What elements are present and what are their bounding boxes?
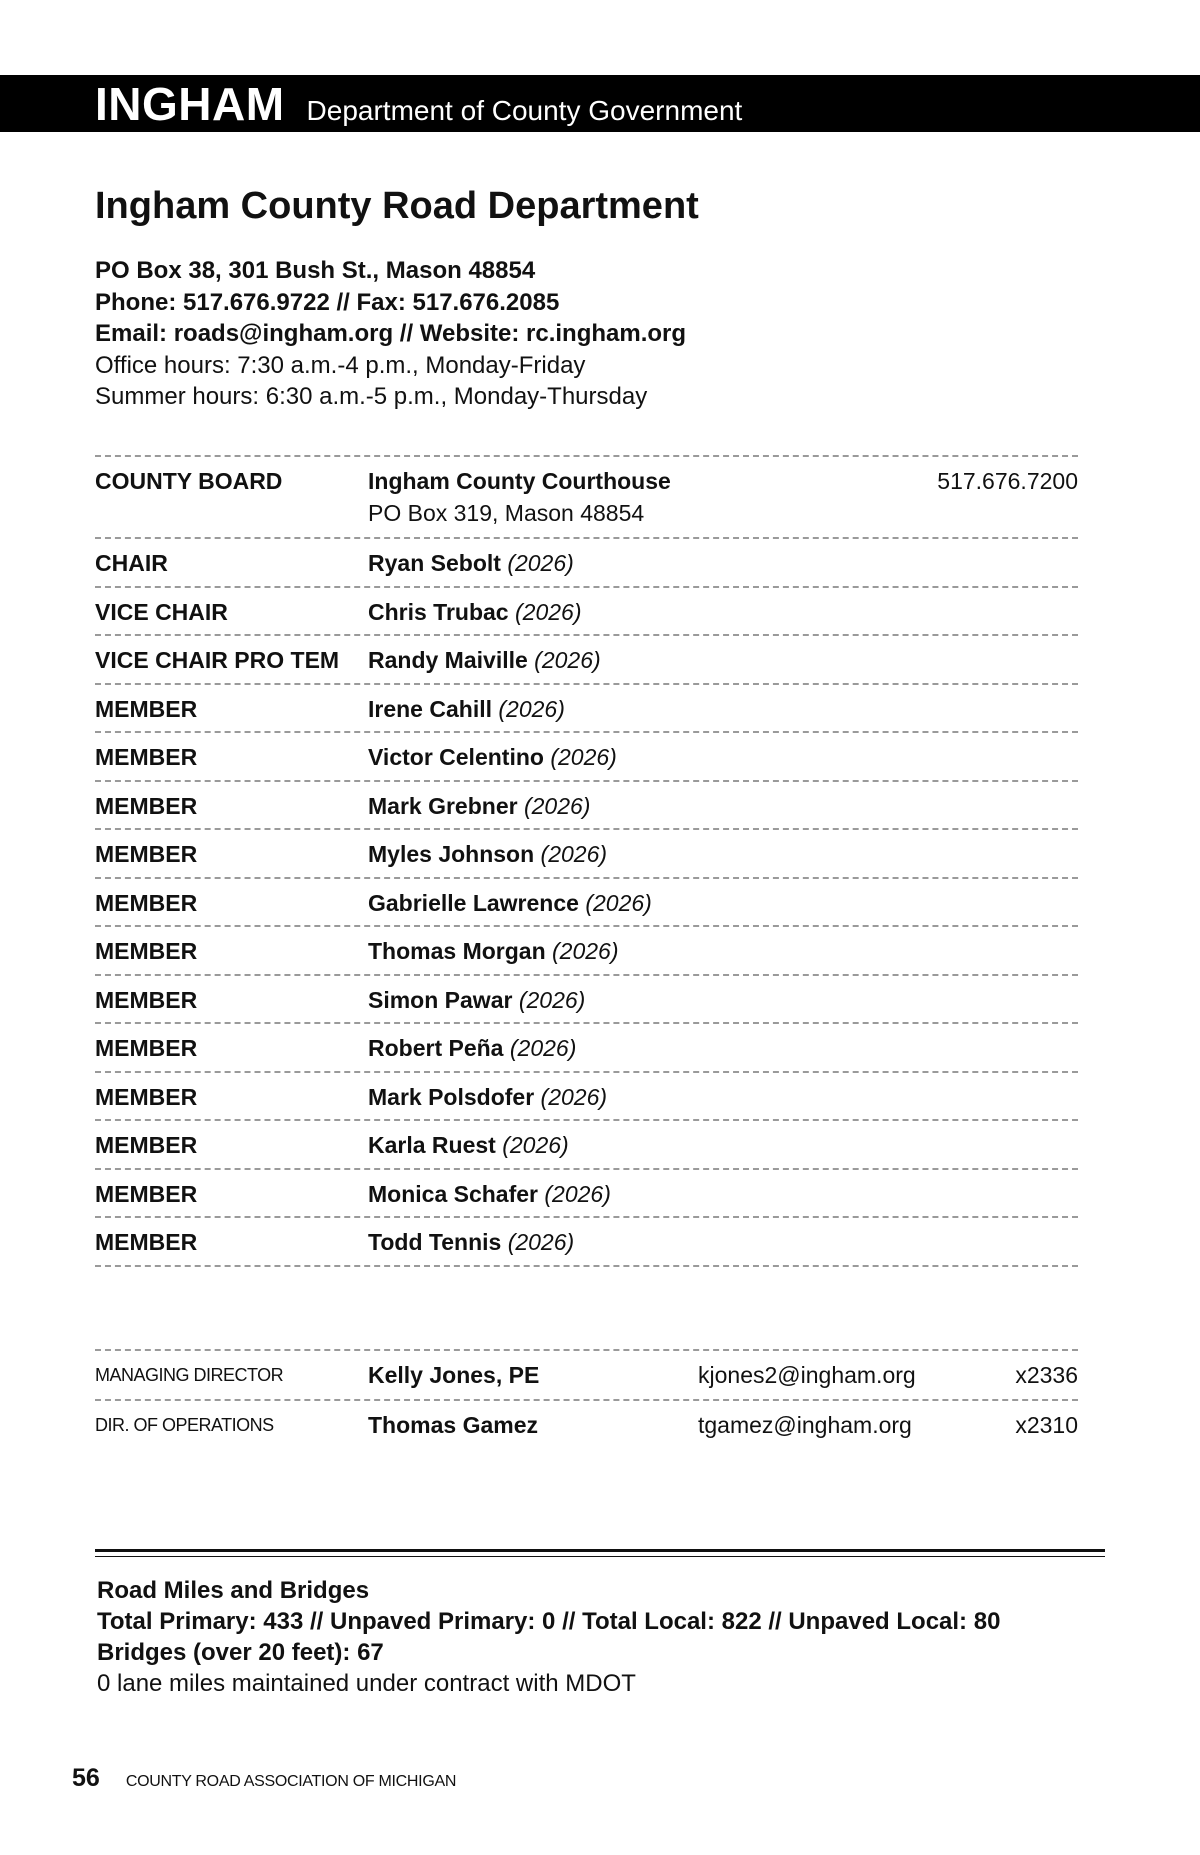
member-role: MEMBER bbox=[95, 841, 198, 867]
section-divider-thick bbox=[95, 1549, 1105, 1552]
staff-extension: x2310 bbox=[1015, 1412, 1078, 1438]
member-role: MEMBER bbox=[95, 889, 198, 916]
member-name-cell bbox=[368, 599, 581, 626]
county-board-table bbox=[95, 455, 1078, 1267]
member-term: (2026) bbox=[552, 938, 619, 964]
member-role: CHAIR bbox=[95, 550, 168, 576]
member-role: MEMBER bbox=[95, 1132, 198, 1158]
member-name: Gabrielle Lawrence bbox=[368, 889, 579, 916]
member-term: (2026) bbox=[518, 986, 586, 1013]
member-term: (2026) bbox=[523, 792, 591, 819]
member-name-cell bbox=[368, 1132, 569, 1159]
staff-role: DIR. OF OPERATIONS bbox=[95, 1415, 274, 1435]
bridges-count: Bridges (over 20 feet): 67 bbox=[97, 1639, 384, 1666]
page-number: 56 bbox=[72, 1764, 100, 1792]
phone-fax: Phone: 517.676.9722 // Fax: 517.676.2085 bbox=[95, 288, 560, 316]
board-member-row bbox=[95, 1216, 1078, 1265]
courthouse-name: Ingham County Courthouse bbox=[368, 468, 671, 494]
office-hours: Office hours: 7:30 a.m.-4 p.m., Monday-Friday bbox=[95, 351, 586, 379]
address: PO Box 38, 301 Bush St., Mason 48854 bbox=[95, 257, 536, 284]
member-term: (2026) bbox=[585, 889, 652, 916]
member-name-cell bbox=[368, 841, 607, 868]
member-term: (2026) bbox=[509, 1035, 577, 1061]
member-name-cell bbox=[368, 1084, 607, 1111]
member-role: MEMBER bbox=[95, 1083, 198, 1110]
member-role: MEMBER bbox=[95, 695, 198, 722]
member-term: (2026) bbox=[502, 1132, 569, 1158]
county-board-label: COUNTY BOARD bbox=[95, 468, 283, 494]
board-member-row bbox=[95, 1071, 1078, 1120]
contact-block bbox=[95, 255, 686, 413]
staff-extension: x2336 bbox=[1015, 1362, 1078, 1388]
staff-row bbox=[95, 1349, 1078, 1399]
county-name: INGHAM bbox=[95, 77, 285, 130]
board-member-row bbox=[95, 877, 1078, 926]
department-label: Department of County Government bbox=[306, 94, 743, 126]
member-name: Ryan Sebolt bbox=[368, 550, 501, 576]
staff-name: Thomas Gamez bbox=[368, 1412, 538, 1438]
member-name-cell bbox=[368, 647, 601, 674]
member-role: MEMBER bbox=[95, 744, 198, 770]
board-member-row bbox=[95, 1119, 1078, 1168]
member-role: VICE CHAIR PRO TEM bbox=[95, 647, 340, 673]
member-role: MEMBER bbox=[95, 792, 198, 819]
page-footer bbox=[72, 1764, 456, 1793]
board-member-row bbox=[95, 974, 1078, 1023]
member-name-cell bbox=[368, 938, 619, 965]
member-role: MEMBER bbox=[95, 938, 198, 964]
member-term: (2026) bbox=[507, 1229, 575, 1255]
member-term: (2026) bbox=[507, 550, 574, 576]
board-member-row bbox=[95, 1168, 1078, 1217]
member-name-cell bbox=[368, 1181, 611, 1208]
staff-name: Kelly Jones, PE bbox=[368, 1362, 540, 1388]
staff-email: tgamez@ingham.org bbox=[698, 1412, 912, 1438]
member-name: Chris Trubac bbox=[368, 598, 509, 625]
board-member-row bbox=[95, 1022, 1078, 1071]
member-name-cell bbox=[368, 696, 565, 723]
member-name: Simon Pawar bbox=[368, 986, 513, 1013]
member-name: Karla Ruest bbox=[368, 1132, 496, 1158]
member-term: (2026) bbox=[550, 744, 617, 770]
association-name: COUNTY ROAD ASSOCIATION OF MICHIGAN bbox=[125, 1773, 457, 1790]
member-name: Irene Cahill bbox=[368, 695, 492, 722]
board-member-row bbox=[95, 828, 1078, 877]
section-divider-thin bbox=[95, 1556, 1105, 1557]
member-name-cell bbox=[368, 1035, 576, 1062]
board-member-row bbox=[95, 634, 1078, 683]
header-banner bbox=[0, 75, 1200, 132]
courthouse-address: PO Box 319, Mason 48854 bbox=[368, 500, 645, 526]
member-name-cell bbox=[368, 987, 585, 1014]
summer-hours: Summer hours: 6:30 a.m.-5 p.m., Monday-Thursday bbox=[95, 383, 648, 410]
table-end-divider bbox=[95, 1265, 1078, 1267]
member-name: Mark Grebner bbox=[368, 792, 518, 819]
member-role: MEMBER bbox=[95, 1180, 198, 1207]
staff-table bbox=[95, 1349, 1078, 1449]
member-name-cell bbox=[368, 890, 652, 917]
member-name-cell bbox=[368, 550, 574, 577]
member-name: Mark Polsdofer bbox=[368, 1083, 535, 1110]
board-member-row bbox=[95, 537, 1078, 586]
member-term: (2026) bbox=[544, 1180, 611, 1207]
courthouse-phone: 517.676.7200 bbox=[937, 468, 1078, 494]
board-member-row bbox=[95, 586, 1078, 635]
member-name-cell bbox=[368, 793, 590, 820]
board-member-row bbox=[95, 925, 1078, 974]
board-member-row bbox=[95, 683, 1078, 732]
staff-row bbox=[95, 1399, 1078, 1449]
member-name-cell bbox=[368, 1229, 574, 1256]
staff-role: MANAGING DIRECTOR bbox=[95, 1365, 284, 1385]
page-title: Ingham County Road Department bbox=[95, 185, 699, 227]
member-role: VICE CHAIR bbox=[95, 598, 228, 625]
member-name: Robert Peña bbox=[368, 1035, 504, 1061]
email-website: Email: roads@ingham.org // Website: rc.ingham.org bbox=[95, 320, 687, 347]
member-term: (2026) bbox=[540, 1083, 608, 1110]
county-board-header-row bbox=[95, 455, 1078, 537]
member-term: (2026) bbox=[540, 841, 608, 867]
road-miles-heading: Road Miles and Bridges bbox=[97, 1577, 370, 1604]
member-name: Todd Tennis bbox=[368, 1229, 502, 1255]
member-name: Monica Schafer bbox=[368, 1180, 538, 1207]
member-name: Thomas Morgan bbox=[368, 938, 546, 964]
member-role: MEMBER bbox=[95, 986, 198, 1013]
member-name-cell bbox=[368, 744, 617, 771]
member-term: (2026) bbox=[498, 695, 565, 722]
member-name: Victor Celentino bbox=[368, 744, 544, 770]
member-role: MEMBER bbox=[95, 1229, 198, 1255]
road-miles-section bbox=[97, 1575, 1000, 1699]
mdot-contract: 0 lane miles maintained under contract with MDOT bbox=[97, 1670, 636, 1697]
member-term: (2026) bbox=[515, 598, 582, 625]
board-member-row bbox=[95, 731, 1078, 780]
member-name: Randy Maiville bbox=[368, 647, 528, 673]
member-role: MEMBER bbox=[95, 1035, 198, 1061]
member-term: (2026) bbox=[534, 647, 601, 673]
board-member-row bbox=[95, 780, 1078, 829]
member-name: Myles Johnson bbox=[368, 841, 535, 867]
staff-email: kjones2@ingham.org bbox=[698, 1362, 916, 1388]
road-miles-totals: Total Primary: 433 // Unpaved Primary: 0 // Total Local: 822 // Unpaved Local: 80 bbox=[97, 1608, 1001, 1635]
